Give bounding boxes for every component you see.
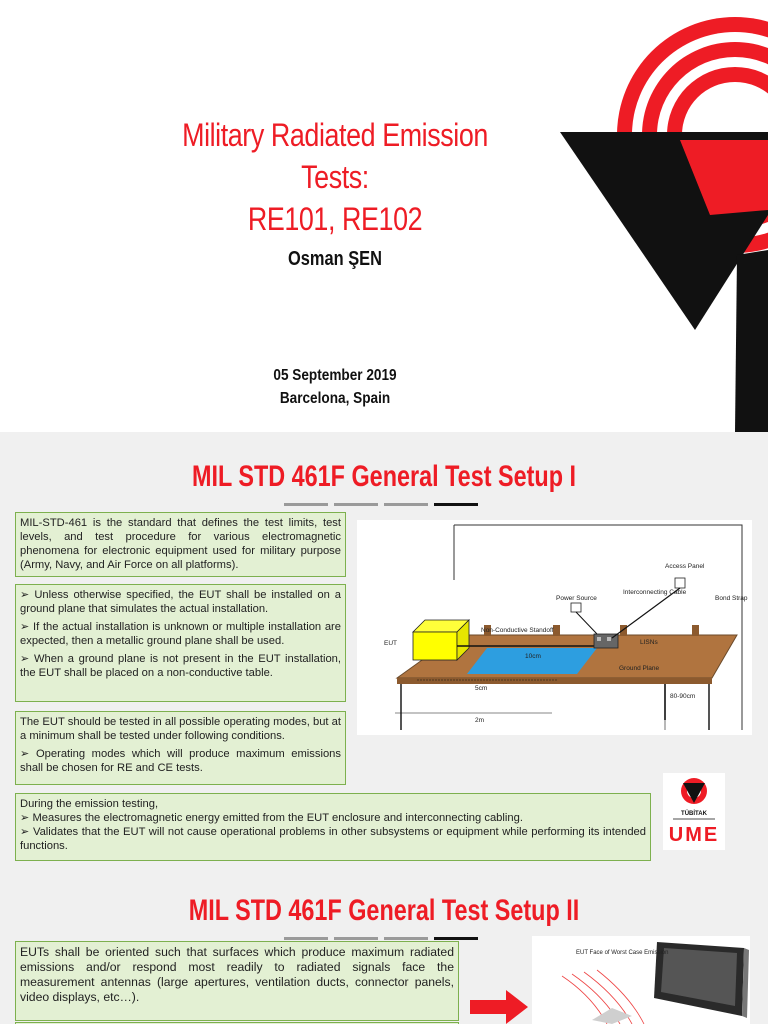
label-height: 80-90cm xyxy=(670,693,696,700)
slide-title: MIL STD 461F General Test Setup II xyxy=(188,894,580,927)
label-interconnecting-cable: Interconnecting Cable xyxy=(623,589,687,596)
tubitak-ume-logo xyxy=(663,773,725,850)
progress-bar-segment xyxy=(284,503,328,506)
label-ground-plane: Ground Plane xyxy=(619,665,660,672)
setup-slide-2 xyxy=(0,866,768,1024)
test-setup-diagram xyxy=(357,520,752,735)
label-power-source: Power Source xyxy=(556,595,597,602)
event-info xyxy=(237,364,433,410)
title-line-2: RE101, RE102 xyxy=(247,201,423,237)
title-slide xyxy=(0,0,768,432)
title-line-1: Military Radiated Emission Tests: xyxy=(182,117,488,195)
orientation-text-box: EUTs shall be oriented such that surfaces which produce maximum radiated emissions and/or respond most readily to radiated signals face the measurement antennas (large apertures, ventilation ducts, connector panels, video displays, etc…). xyxy=(15,941,459,1021)
label-2m: 2m xyxy=(475,717,485,724)
progress-bar-segment xyxy=(284,937,328,940)
progress-bar-segment xyxy=(334,937,378,940)
progress-bar-segment xyxy=(384,937,428,940)
svg-text:UME: UME xyxy=(668,824,720,846)
slide-progress-bars xyxy=(284,937,478,940)
setup-slide-1 xyxy=(0,432,768,866)
label-access-panel: Access Panel xyxy=(665,563,705,570)
progress-bar-segment xyxy=(334,503,378,506)
event-date: 05 September 2019 xyxy=(273,367,397,384)
emission-testing-text-box: During the emission testing, ➢ Measures the electromagnetic energy emitted from the EUT enclosure and interconnecting cabling. ➢ Validates that the EUT will not cause operational problems in other subsystems or equipment while performing its intended functions. xyxy=(15,793,651,861)
label-10cm: 10cm xyxy=(525,653,541,660)
presentation-title xyxy=(146,114,524,240)
label-5cm: 5cm xyxy=(475,685,488,692)
eut-face-label: EUT Face of Worst Case Emission xyxy=(576,950,669,956)
label-non-conductive-standoff: Non-Conductive Standoff xyxy=(481,627,554,634)
progress-bar-segment xyxy=(384,503,428,506)
svg-text:TÜBİTAK: TÜBİTAK xyxy=(681,811,707,817)
progress-bar-segment-active xyxy=(434,937,478,940)
progress-bar-segment-active xyxy=(434,503,478,506)
intro-text-box: MIL-STD-461 is the standard that defines the test limits, test levels, and test procedure for various electromagnetic phenomena for electronic equipment used for military purpose (Army, Navy, and Air Force on all platforms). xyxy=(15,512,346,577)
slide-title: MIL STD 461F General Test Setup I xyxy=(191,460,577,493)
installation-text-box: ➢ Unless otherwise specified, the EUT shall be installed on a ground plane that simulates the actual installation. ➢ If the actual installation is unknown or multiple installation are expected, then a metallic ground plane shall be used. ➢ When a ground plane is not present in the EUT installation, the EUT shall be placed on a non-conductive table. xyxy=(15,584,346,702)
operating-modes-text-box: The EUT should be tested in all possible operating modes, but at a minimum shall be tested under following conditions. ➢ Operating modes which will produce maximum emissions shall be chosen for RE and CE tests. xyxy=(15,711,346,785)
slide-progress-bars xyxy=(284,503,478,506)
test-setup-illustration xyxy=(357,520,752,735)
label-bond-strap: Bond Strap xyxy=(715,595,748,602)
author-name: Osman ŞEN xyxy=(288,248,382,270)
label-eut: EUT xyxy=(384,640,397,647)
label-lisns: LISNs xyxy=(640,639,658,646)
event-location: Barcelona, Spain xyxy=(279,390,391,407)
eut-worst-case-figure xyxy=(532,936,750,1024)
red-arrow-icon xyxy=(470,990,530,1024)
